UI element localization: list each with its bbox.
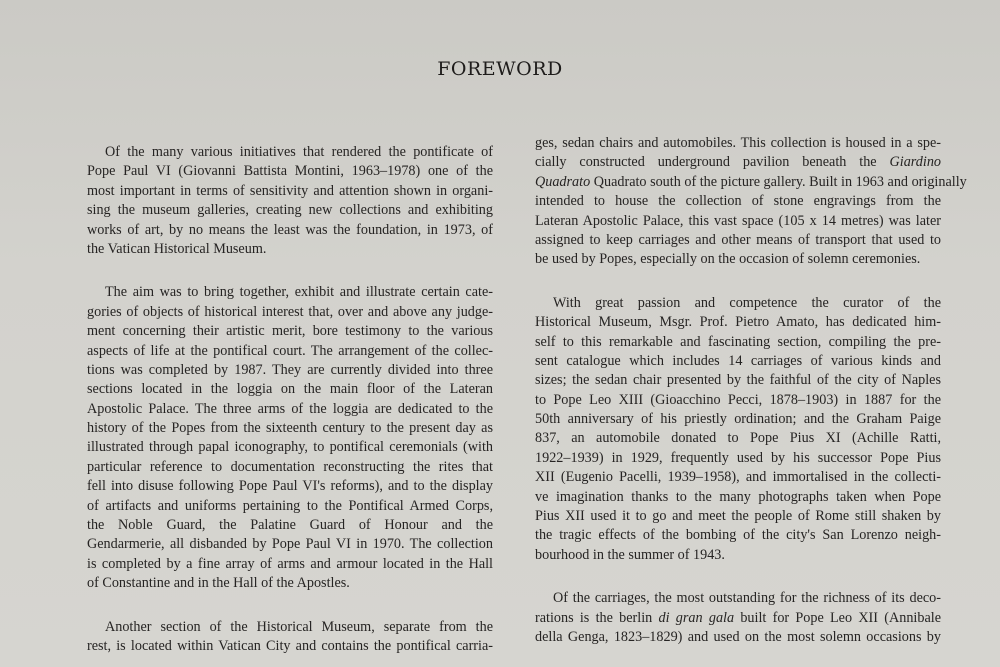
text-line: of artifacts and uniforms pertaining to the Pontifical Armed Corps, [87,497,493,514]
text-line: Pius XII used it to go and meet the people of Rome still shaken by [535,508,941,525]
text-line: 50th anniversary of his priestly ordination; and the Graham Paige [535,411,941,428]
text-line: Apostolic Palace. The three arms of the loggia are dedicated to the [87,400,493,417]
text-line: particular reference to documentation reconstructing the rites that [87,458,493,475]
left-column [87,143,493,656]
text-line [535,153,941,172]
text-line: With great passion and competence the curator of the [553,294,941,311]
text-line: della Genga, 1823–1829) and used on the most solemn occasions by [535,628,941,645]
text-fragment: cially constructed underground pavilion beneath the [535,154,877,171]
text-line: the Noble Guard, the Palatine Guard of Honour and the [87,517,493,534]
text-line: most important in terms of sensitivity and attention shown in organi- [87,182,493,199]
text-line: rest, is located within Vatican City and contains the pontifical carria- [87,637,493,654]
text-line: intended to house the collection of stone engravings from the [535,193,941,210]
italic-term: di gran gala [658,609,735,626]
text-line: Gendarmerie, all disbanded by Pope Paul VI in 1970. The collection [87,536,493,553]
page-title: FOREWORD [437,58,563,80]
text-line: ges, sedan chairs and automobiles. This collection is housed in a spe- [535,135,941,151]
text-line: of Constantine and in the Hall of the Apostles. [87,575,350,592]
text-line: be used by Popes, especially on the occasion of solemn ceremonies. [535,251,921,268]
text-line: Of the many various initiatives that rendered the pontificate of [105,144,493,160]
text-line: fell into disuse following Pope Paul VI's reforms), and to the display [87,478,493,495]
text-line: Historical Museum, Msgr. Prof. Pietro Amato, has dedicated him- [535,314,941,331]
italic-term: Giardino [889,154,942,171]
text-line: sent catalogue which includes 14 carriages of various kinds and [535,352,941,369]
text-line: sizes; the sedan chair presented by the faithful of the city of Naples [535,372,941,389]
text-line: sing the museum galleries, creating new collections and exhibiting [87,202,493,219]
text-line: assigned to keep carriages and other means of transport that used to [535,231,941,248]
text-line: gories of objects of historical interest that, over and above any judge- [87,303,493,320]
text-line: Another section of the Historical Museum, separate from the [105,618,493,635]
text-fragment: Quadrato south of the picture gallery. Built in 1963 and originally [593,173,967,190]
text-line: illustrated through papal iconography, to pontifical ceremonials (with [87,439,493,456]
text-line: works of art, by no means the least was the foundation, in 1973, of [87,221,493,238]
text-fragment: built for Pope Leo XII (Annibale [740,609,941,626]
text-line: self to this remarkable and fascinating section, compiling the pre- [535,333,941,350]
text-line: to Pope Leo XIII (Gioacchino Pecci, 1878–1903) in 1887 for the [535,391,941,408]
text-line: bourhood in the summer of 1943. [535,546,725,563]
text-line: The aim was to bring together, exhibit and illustrate certain cate- [105,284,493,301]
text-line [535,609,941,628]
text-line: history of the Popes from the sixteenth century to the present day as [87,420,493,437]
text-line: is completed by a fine array of arms and armour located in the Hall [87,555,493,572]
text-line: XII (Eugenio Pacelli, 1939–1958), and immortalised in the collecti- [535,469,941,486]
text-line: aspects of life at the pontifical court. The arrangement of the collec- [87,342,493,359]
text-line: ve imagination thanks to the many photographs taken when Pope [535,488,941,505]
text-line: the tragic effects of the bombing of the city's San Lorenzo neigh- [535,527,941,544]
right-column [535,134,967,647]
text-line: ment concerning their artistic merit, bore testimony to the various [87,323,493,340]
text-line: 837, an automobile donated to Pope Pius XI (Achille Ratti, [535,430,941,447]
text-line: sections located in the loggia on the main floor of the Lateran [87,381,493,398]
text-line [535,173,967,192]
text-line: Of the carriages, the most outstanding for the richness of its deco- [553,590,941,607]
text-line: 1922–1939) in 1929, frequently used by his successor Pope Pius [535,449,941,466]
text-line: tions was completed by 1987. They are currently divided into three [87,361,493,378]
text-fragment: rations is the berlin [535,609,653,626]
italic-term: Quadrato [535,173,591,190]
text-line: the Vatican Historical Museum. [87,240,267,257]
text-line: Pope Paul VI (Giovanni Battista Montini, 1963–1978) one of the [87,163,493,180]
text-line: Lateran Apostolic Palace, this vast space (105 x 14 metres) was later [535,212,941,229]
